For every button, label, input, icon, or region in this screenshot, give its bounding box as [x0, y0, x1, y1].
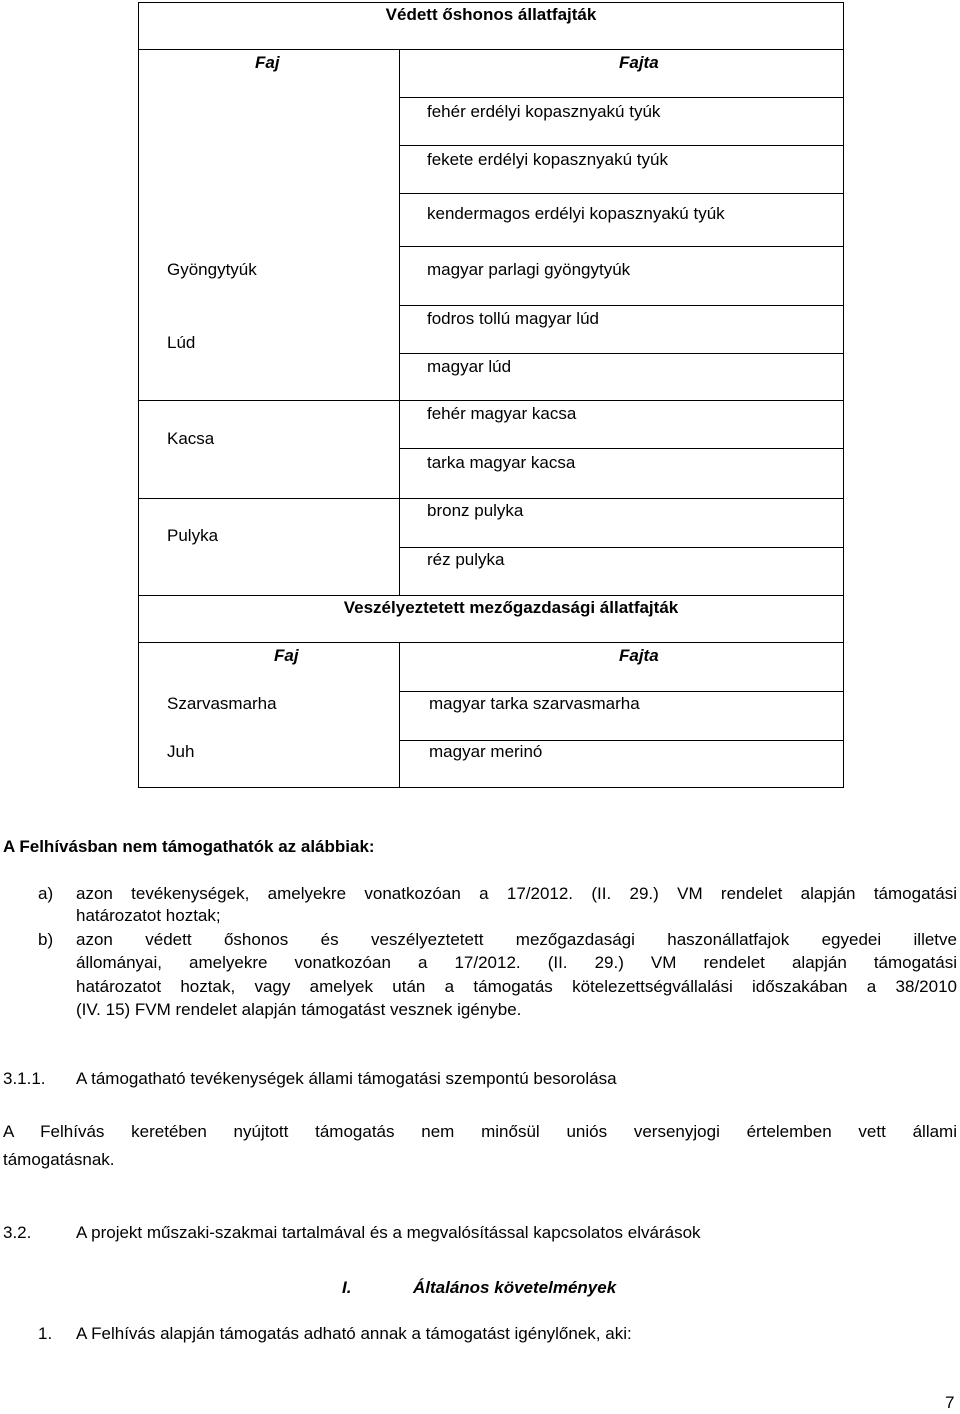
table-line [138, 642, 844, 643]
list-marker: a) [38, 884, 54, 903]
table-line [399, 448, 844, 449]
species-cell: Gyöngytyúk [167, 260, 257, 279]
table-line [399, 691, 844, 692]
breed-cell: fehér erdélyi kopasznyakú tyúk [427, 102, 661, 121]
breed-cell: fehér magyar kacsa [427, 404, 577, 423]
list-item-text: (IV. 15) FVM rendelet alapján támogatást vesznek igénybe. [76, 1000, 522, 1019]
table-line [399, 498, 844, 499]
list-item-text: határozatot hoztak; [76, 906, 221, 925]
list-item-text: A Felhívás alapján támogatás adható annak a támogatást igénylőnek, aki: [76, 1324, 632, 1343]
section-number: 3.1.1. [3, 1069, 46, 1088]
table-line [399, 193, 844, 194]
list-item-text: azon tevékenységek, amelyekre vonatkozóan a 17/2012. (II. 29.) VM rendelet alapján támogatási [76, 884, 957, 903]
table-line [399, 740, 844, 741]
breed-cell: magyar parlagi gyöngytyúk [427, 260, 631, 279]
section-title: A támogatható tevékenységek állami támogatási szempontú besorolása [76, 1069, 617, 1088]
col-header-fajta: Fajta [619, 646, 659, 665]
list-item-text: határozatot hoztak, vagy amelyek után a támogatás kötelezettségvállalási időszakában a 38/2010 [76, 977, 957, 996]
species-cell: Szarvasmarha [167, 694, 277, 713]
section-title: A projekt műszaki-szakmai tartalmával és a megvalósítással kapcsolatos elvárások [76, 1223, 701, 1242]
subsection-number: I. [342, 1278, 352, 1297]
table-line [399, 353, 844, 354]
table-line [138, 498, 399, 499]
endangered-table-title: Veszélyeztetett mezőgazdasági állatfajták [343, 598, 679, 617]
table-line [399, 642, 400, 788]
protected-table-title: Védett őshonos állatfajták [385, 5, 597, 24]
col-header-faj: Faj [255, 53, 280, 72]
list-marker: 1. [38, 1324, 53, 1343]
table-line [399, 97, 844, 98]
breed-cell: magyar merinó [429, 742, 543, 761]
table-line [138, 400, 399, 401]
subsection-title: Általános követelmények [413, 1278, 617, 1297]
table-line [399, 145, 844, 146]
table-line [399, 49, 400, 595]
breed-cell: bronz pulyka [427, 501, 524, 520]
table-line [399, 246, 844, 247]
table-line [399, 547, 844, 548]
paragraph-text: A Felhívás keretében nyújtott támogatás nem minősül uniós versenyjogi értelemben vett állami [3, 1122, 957, 1141]
species-cell: Kacsa [167, 429, 215, 448]
table-line [138, 595, 844, 596]
table-line [399, 400, 844, 401]
table-line [138, 49, 844, 50]
breed-cell: tarka magyar kacsa [427, 453, 576, 472]
paragraph-text: támogatásnak. [3, 1150, 115, 1169]
breed-cell: magyar tarka szarvasmarha [429, 694, 640, 713]
breed-cell: fodros tollú magyar lúd [427, 309, 599, 328]
breed-cell: magyar lúd [427, 357, 512, 376]
col-header-fajta: Fajta [619, 53, 659, 72]
breed-cell: réz pulyka [427, 550, 505, 569]
species-cell: Pulyka [167, 526, 219, 545]
page-number: 7 [945, 1393, 955, 1412]
col-header-faj: Faj [274, 646, 299, 665]
section-number: 3.2. [3, 1223, 32, 1242]
not-supported-heading: A Felhívásban nem támogathatók az alábbiak: [3, 837, 375, 856]
table-line [399, 305, 844, 306]
list-item-text: azon védett őshonos és veszélyeztetett mezőgazdasági haszonállatfajok egyedei illetve [76, 930, 957, 949]
list-item-text: állományai, amelyekre vonatkozóan a 17/2012. (II. 29.) VM rendelet alapján támogatási [76, 953, 957, 972]
breed-cell: fekete erdélyi kopasznyakú tyúk [427, 150, 668, 169]
species-cell: Lúd [167, 333, 196, 352]
list-marker: b) [38, 930, 54, 949]
species-cell: Juh [167, 742, 195, 761]
breed-cell: kendermagos erdélyi kopasznyakú tyúk [427, 204, 725, 223]
